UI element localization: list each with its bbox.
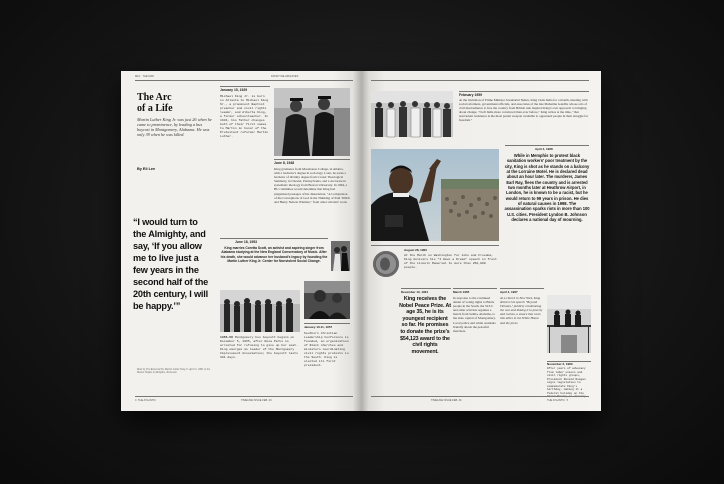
medal-image <box>373 251 399 277</box>
top-rule <box>371 80 589 81</box>
date-1963: August 28, 1963 <box>404 248 427 252</box>
entry-rule <box>401 288 451 289</box>
entry-1957-text: Southern Christian Leadership Conference is founded, an organization of Black churches and ministers coordinating civil rights protests in the South. King is elected its first president. <box>304 331 349 367</box>
wedding-image <box>331 241 350 271</box>
date-1948: June 8, 1948 <box>274 161 295 165</box>
footer-left: 4 THE ATLANTIC <box>135 399 157 402</box>
portrait-image <box>304 281 350 319</box>
entry-1953-text: King marries Coretta Scott, an activist and aspiring singer from Alabama studying at the New England Conservatory of Music. After his death, she would advance her husband's legacy by founding the Martin Luther King Jr. Center for Nonviolent Social Change. <box>220 246 328 263</box>
intro-text: Martin Luther King Jr. was just 26 when he came to prominence, by leading a bus boycott in Montgomery, Alabama. He was only 39 when he was killed. <box>137 117 212 137</box>
date-1983: November 2, 1983 <box>547 362 573 366</box>
section-label: MLK THE MAP <box>135 75 155 78</box>
date-1956: 1955-56 <box>220 335 233 339</box>
motel-image <box>547 295 591 353</box>
entry-rule <box>371 245 499 246</box>
date-1959: February 1959 <box>459 93 482 97</box>
entry-rule <box>304 323 350 324</box>
page-title: The Arc of a Life <box>137 92 173 114</box>
entry-1964-text: King receives the Nobel Peace Prize. At age 35, he is its youngest recipient so far. He promises to donate the prize's $54,123 award to the civil rights movement. <box>399 296 451 355</box>
footer-center-left: TIMELINE ISSUE FEB. 26 <box>241 399 272 402</box>
byline: By Eli Lee <box>137 167 156 171</box>
entry-1959-text: At the invitation of Prime Minister Jawaharlal Nehru, King visits India for a month, meeting with social reformers, government officials, and associates of the late Mahatma Gandhi, whose acts of civil disobedience to free the country from British rule inspired King's own approach to bringing about change. "I left India more convinced than ever before," King writes at the time, "that nonviolent resistance is the most potent weapon available to oppressed people in their struggle for freedom." <box>459 98 589 123</box>
entry-1967-text: At a church in New York, King delivers his speech "Beyond Vietnam," publicly condemning the war and linking it to poverty and racism, a stance that costs him allies in the White House and the press. <box>500 296 543 325</box>
right-page <box>361 71 601 411</box>
entry-1983-text: After years of advocacy from labor unions and civil rights groups, President Ronald Reagan signs legislation to commemorate King's birthday, making it a federal holiday on the third Monday in January. <box>547 367 588 398</box>
graduation-image <box>274 88 350 156</box>
date-1929: January 15, 1929 <box>220 88 248 92</box>
march-image <box>371 149 499 241</box>
wedding-photo <box>331 241 350 271</box>
footer-right: THE ATLANTIC 5 <box>547 399 569 402</box>
entry-rule <box>453 288 497 289</box>
entry-1929-text: Michael King Jr. is born in Atlanta to Michael King Sr., a prominent Baptist preacher and civil rights leader, and Alberta King, a former schoolteacher. In 1934, his father changes both of their first names to Martin in honor of the Protestant reformer Martin Luther. <box>220 94 269 138</box>
march-on-washington-photo <box>371 149 499 241</box>
entry-rule <box>500 288 544 289</box>
date-1957: January 10-11, 1957 <box>304 325 333 329</box>
entry-rule <box>220 86 270 87</box>
left-page <box>121 71 361 411</box>
entry-1968-text: While in Memphis to protest black sanitation workers' poor treatment by the city, King is shot as he stands on a balcony at the Lorraine Motel. He is declared dead about an hour later. The murderer, James Earl Ray, flees the country and is arrested two months later at Heathrow Airport, in London, he is known to be a racist, but he would return to 99 years in prison. He dies of natural causes in 1998. The assassination sparks riots in more than 100 U.S. cities. President Lyndon B. Johnson declares a national day of mourning. <box>504 153 590 223</box>
graduation-photo <box>274 88 350 156</box>
entry-1956-body: Montgomery bus boycott begins on December 5, 1955, after Rosa Parks is arrested for refusing to give up her seat. King emerges as leader of the Montgomery Improvement Association; the boycott lasts 381 days. <box>220 335 298 359</box>
india-image <box>371 91 453 137</box>
entry-1965-text: In response to the continued denial of voting rights to Black people in the South, the SCLC and other activists organize a march from Selma, Alabama, to the state capital of Montgomery. Local police and white residents brutally attack the peaceful marchers. <box>453 296 496 333</box>
date-1968: April 4, 1968 <box>535 147 553 151</box>
pull-quote: “I would turn to the Almighty, and say, ‘If you allow me to live just a few years in the second half of the 20th century, I will be happy.’” <box>133 217 209 311</box>
date-1964: December 10, 1964 <box>401 290 429 294</box>
boycott-crowd-photo <box>220 290 300 332</box>
entry-rule <box>459 91 589 92</box>
gutter-shadow <box>353 71 369 411</box>
entry-1963-text: At the March on Washington for Jobs and Freedom, King delivers his "I Have a Dream" speech in front of the Lincoln Memorial to more than 250,000 people. <box>404 253 497 269</box>
bottom-rule <box>135 396 353 397</box>
lorraine-motel-photo <box>547 295 591 353</box>
quote-source: Book by The Reverend Dr. Martin Luther King Jr. April 3, 1968, in the Mason Temple in Memphis, Tennessee. <box>137 368 210 375</box>
footer-center-right: TIMELINE ISSUE FEB. 26 <box>431 399 462 402</box>
magazine-spread <box>121 71 601 411</box>
portrait-photo <box>304 281 350 319</box>
india-visit-photo <box>371 91 453 137</box>
top-rule <box>135 80 353 81</box>
bottom-rule <box>371 396 589 397</box>
crowd-image <box>220 290 300 332</box>
date-1965: March 1965 <box>453 290 470 294</box>
running-head: FROM THE ARCHIVES <box>271 75 299 78</box>
entry-rule <box>505 145 589 146</box>
date-1953: June 18, 1953 <box>235 240 258 244</box>
entry-rule <box>220 238 328 239</box>
entry-1948-text: King graduates from Morehouse College, in Atlanta, with a bachelor's degree in sociology. Later, he earns a bachelor of divinity degree from Crozer Theological Seminary, in Chester, Pennsylvania, and a doctorate in systematic theology from Boston University. In 1994, a BU committee would determine that King had plagiarized passages of his dissertation, "A Comparison of the Conceptions of God in the Thinking of Paul Tillich and Henry Nelson Wieman," from other scholars' work. <box>274 167 350 204</box>
entry-rule <box>274 159 350 160</box>
nobel-medal-photo <box>373 251 399 277</box>
date-1967: April 4, 1967 <box>500 290 518 294</box>
entry-1956-text <box>220 335 300 381</box>
